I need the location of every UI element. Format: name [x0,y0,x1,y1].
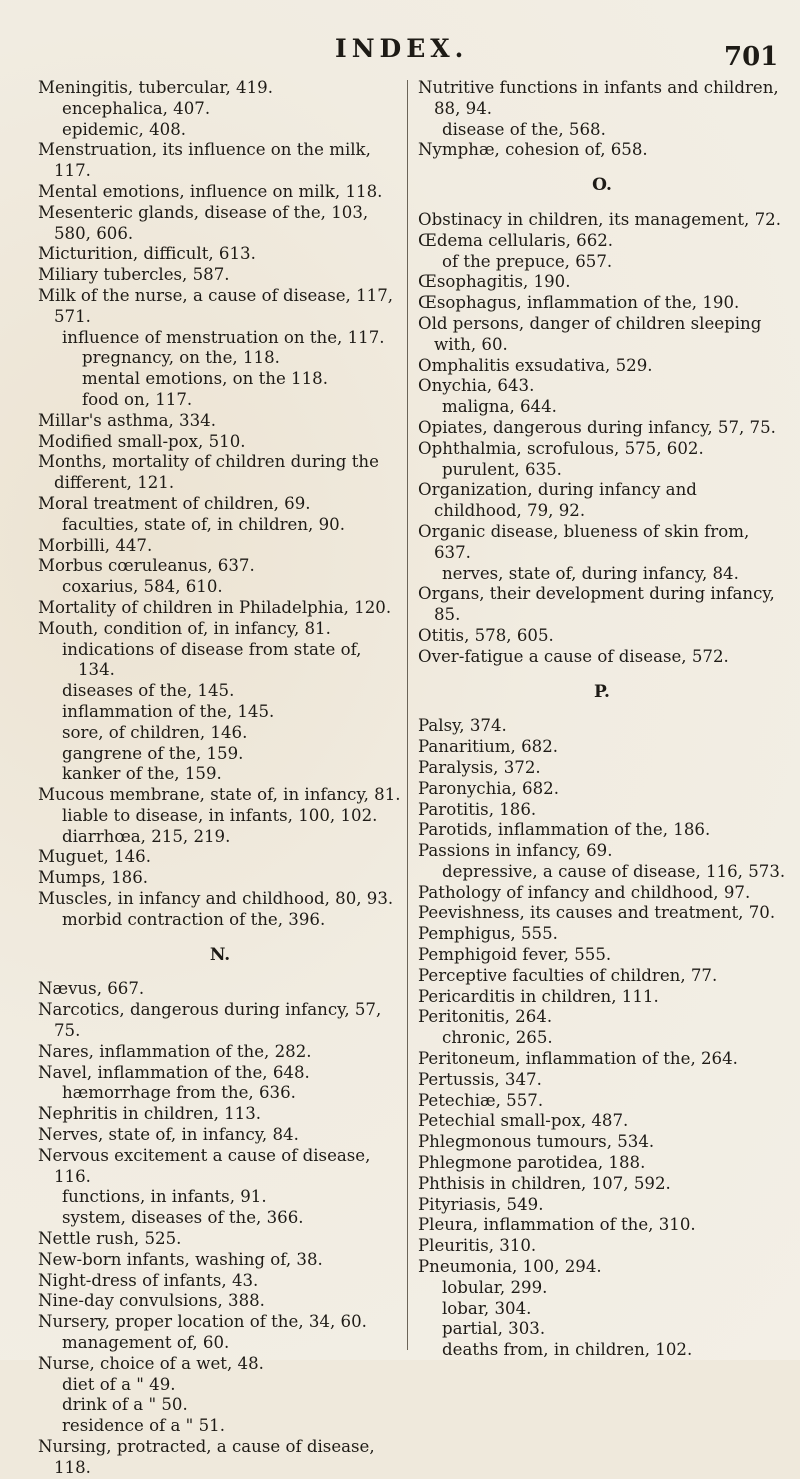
index-entry: Organization, during infancy and childhood, 79, 92. [418,480,697,521]
index-entry: Phlegmone parotidea, 188. [418,1153,646,1173]
column-divider [407,80,408,1350]
index-entry: Œdema cellularis, 662. [418,230,614,250]
index-entry: Pemphigoid fever, 555. [418,945,612,965]
index-entry: Mumps, 186. [38,868,149,888]
index-entry: Omphalitis exsudativa, 529. [418,355,653,375]
index-entry: Œsophagitis, 190. [418,272,571,292]
index-entry: Pleuritis, 310. [418,1236,537,1256]
index-subentry: of the prepuce, 657. [442,251,613,271]
index-entry: Mouth, condition of, in infancy, 81. [38,618,331,638]
index-entry: Nursing, protracted, a cause of disease, 118. [38,1437,375,1477]
index-subentry: liable to disease, in infants, 100, 102. [62,805,378,825]
index-entry: Panaritium, 682. [418,737,559,757]
index-entry: Onychia, 643. [418,376,535,396]
index-entry: Nævus, 667. [38,979,145,999]
index-entry: Pathology of infancy and childhood, 97. [418,882,751,902]
index-entry: Phthisis in children, 107, 592. [418,1173,671,1193]
index-entry: Pityriasis, 549. [418,1194,544,1214]
index-subentry: lobular, 299. [442,1277,548,1297]
index-entry: Navel, inflammation of the, 648. [38,1062,310,1082]
index-subentry: food on, 117. [82,389,193,409]
index-entry: Peritonitis, 264. [418,1007,553,1027]
index-subentry: encephalica, 407. [62,98,211,118]
index-entry: Organs, their development during infancy, 85. [418,584,775,625]
index-entry: Petechiæ, 557. [418,1090,544,1110]
index-entry: Phlegmonous tumours, 534. [418,1132,655,1152]
index-subentry: management of, 60. [62,1333,230,1353]
index-entry: Perceptive faculties of children, 77. [418,965,718,985]
index-subentry: diarrhœa, 215, 219. [62,826,231,846]
index-entry: Mortality of children in Philadelphia, 120. [38,597,392,617]
index-subentry: maligna, 644. [442,397,557,417]
index-subentry: nerves, state of, during infancy, 84. [442,563,739,583]
index-entry: Nettle rush, 525. [38,1229,182,1249]
index-entry: Mental emotions, influence on milk, 118. [38,181,383,201]
running-head: INDEX. [335,34,469,63]
index-entry: Nares, inflammation of the, 282. [38,1041,312,1061]
index-subentry: residence of a " 51. [62,1416,225,1436]
index-entry: Nephritis in children, 113. [38,1104,262,1124]
index-entry: Passions in infancy, 69. [418,841,613,861]
index-entry: Morbilli, 447. [38,535,153,555]
index-subentry: coxarius, 584, 610. [62,577,223,597]
index-entry: Moral treatment of children, 69. [38,493,311,513]
index-entry: Pneumonia, 100, 294. [418,1257,602,1277]
index-entry: Miliary tubercles, 587. [38,265,230,285]
index-entry: Pericarditis in children, 111. [418,986,659,1006]
page-header [0,28,800,72]
index-entry: Nerves, state of, in infancy, 84. [38,1125,299,1145]
index-entry: Nutritive functions in infants and children, 88, 94. [418,78,779,118]
index-entry: Obstinacy in children, its management, 72. [418,209,781,229]
index-subentry: system, diseases of the, 366. [62,1208,304,1228]
index-entry: Pleura, inflammation of the, 310. [418,1215,696,1235]
index-entry: Parotids, inflammation of the, 186. [418,820,711,840]
index-entry: Nervous excitement a cause of disease, 116. [38,1145,371,1186]
index-entry: Millar's asthma, 334. [38,410,216,430]
index-entry: Peevishness, its causes and treatment, 70. [418,903,776,923]
index-entry: Muguet, 146. [38,847,151,867]
index-entry: Nine-day convulsions, 388. [38,1291,265,1311]
section-letter: N. [209,944,231,965]
index-entry: Ophthalmia, scrofulous, 575, 602. [418,438,704,458]
index-entry: Milk of the nurse, a cause of disease, 117, 571. [38,285,394,326]
index-entry: Over-fatigue a cause of disease, 572. [418,646,729,666]
page-number: 701 [724,42,779,72]
index-entry: Morbus cœruleanus, 637. [38,556,255,576]
index-entry: Menstruation, its influence on the milk, 117. [38,140,371,181]
index-subentry: purulent, 635. [442,459,562,479]
index-entry: Otitis, 578, 605. [418,625,554,645]
index-entry: Modified small-pox, 510. [38,431,246,451]
index-entry: New-born infants, washing of, 38. [38,1249,323,1269]
index-entry: Narcotics, dangerous during infancy, 57, 75. [38,1000,382,1041]
index-entry: Old persons, danger of children sleeping with, 60. [418,313,762,354]
index-column-right [418,78,786,1361]
index-entry: Peritoneum, inflammation of the, 264. [418,1049,738,1069]
index-entry: Pertussis, 347. [418,1069,542,1089]
index-subentry: sore, of children, 146. [62,722,248,742]
index-entry: Palsy, 374. [418,716,507,736]
index-subentry: functions, in infants, 91. [62,1187,267,1207]
index-entry: Parotitis, 186. [418,799,537,819]
index-subentry: influence of menstruation on the, 117. [62,327,385,347]
index-entry: Paronychia, 682. [418,778,559,798]
index-entry: Micturition, difficult, 613. [38,244,256,264]
index-subentry: indications of disease from state of, 134. [62,639,362,680]
index-entry: Organic disease, blueness of skin from, 637. [418,521,750,562]
index-subentry: deaths from, in children, 102. [442,1340,693,1360]
index-column-left [38,78,402,1479]
index-subentry: diseases of the, 145. [62,681,235,701]
index-subentry: faculties, state of, in children, 90. [62,514,345,534]
index-subentry: inflammation of the, 145. [62,701,275,721]
index-entry: Mesenteric glands, disease of the, 103, 580, 606. [38,202,369,243]
index-subentry: kanker of the, 159. [62,764,222,784]
index-subentry: morbid contraction of the, 396. [62,909,326,929]
index-entry: Muscles, in infancy and childhood, 80, 93. [38,889,394,909]
index-subentry: disease of the, 568. [442,119,606,139]
section-letter: P. [594,681,610,702]
index-subentry: gangrene of the, 159. [62,743,244,763]
index-subentry: drink of a " 50. [62,1395,188,1415]
index-subentry: diet of a " 49. [62,1374,176,1394]
index-subentry: partial, 303. [442,1319,546,1339]
index-subentry: mental emotions, on the 118. [82,369,328,389]
index-entry: Paralysis, 372. [418,757,541,777]
section-letter: O. [592,175,612,196]
index-subentry: hæmorrhage from the, 636. [62,1083,296,1103]
index-entry: Night-dress of infants, 43. [38,1270,259,1290]
index-subentry: chronic, 265. [442,1028,553,1048]
index-entry: Œsophagus, inflammation of the, 190. [418,293,740,313]
index-entry: Pemphigus, 555. [418,924,558,944]
index-entry: Nurse, choice of a wet, 48. [38,1353,264,1373]
index-entry: Opiates, dangerous during infancy, 57, 75. [418,417,776,437]
index-entry: Meningitis, tubercular, 419. [38,78,273,97]
index-entry: Nursery, proper location of the, 34, 60. [38,1312,367,1332]
index-entry: Nymphæ, cohesion of, 658. [418,140,648,160]
index-subentry: pregnancy, on the, 118. [82,348,280,368]
index-entry: Mucous membrane, state of, in infancy, 81. [38,785,401,805]
index-subentry: lobar, 304. [442,1298,532,1318]
index-entry: Petechial small-pox, 487. [418,1111,629,1131]
index-subentry: depressive, a cause of disease, 116, 573. [442,861,786,881]
index-subentry: epidemic, 408. [62,119,187,139]
index-entry: Months, mortality of children during the different, 121. [38,452,379,493]
